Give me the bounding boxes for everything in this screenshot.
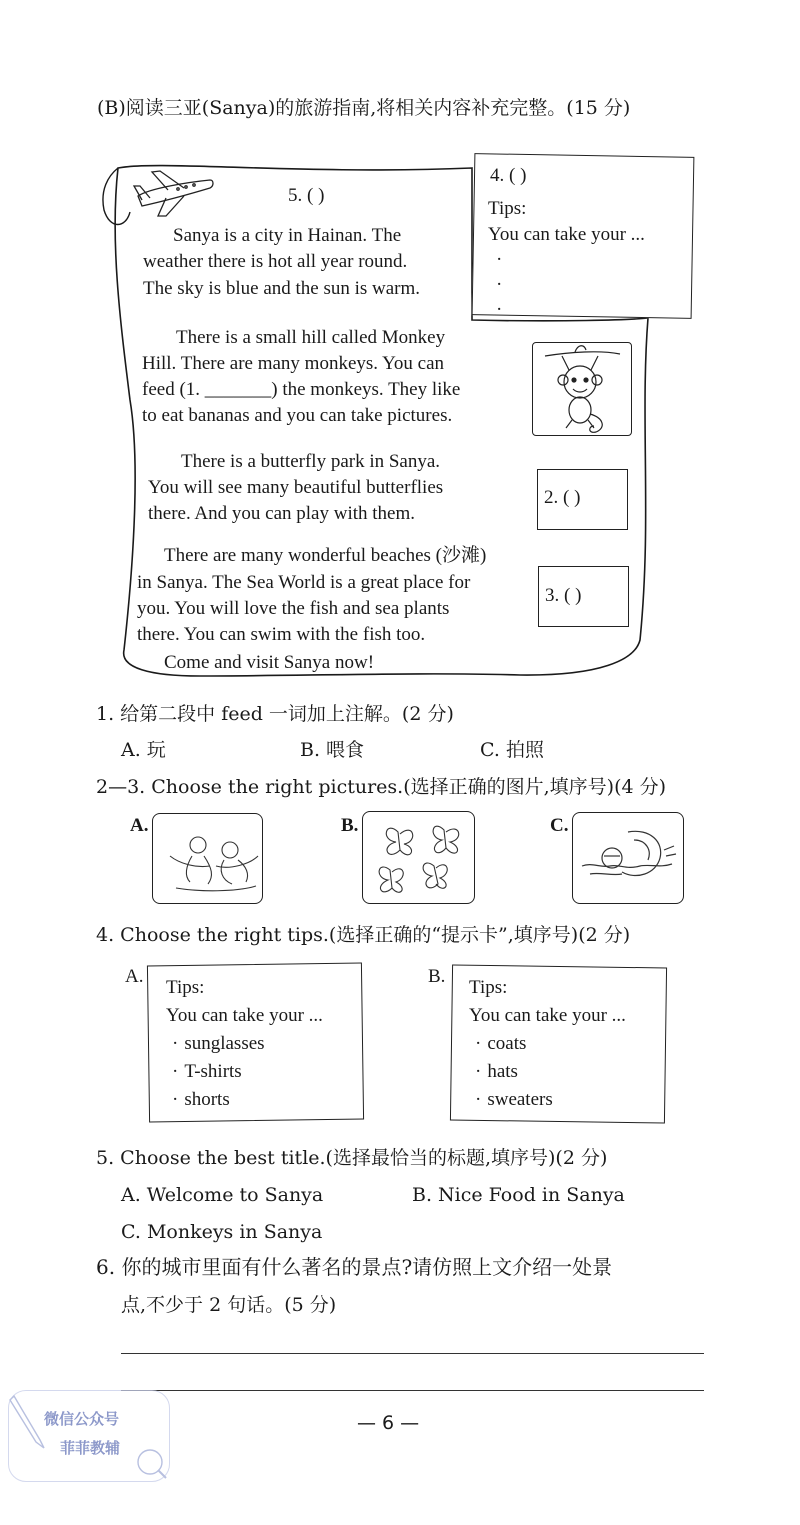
tips-bullet: · xyxy=(496,274,503,295)
monkey-picture-frame xyxy=(532,342,632,436)
q4-card-b-item: · sweaters xyxy=(475,1087,553,1113)
para2-line2: Hill. There are many monkeys. You can xyxy=(142,353,445,374)
para2-line1: There is a small hill called Monkey xyxy=(176,327,446,348)
para3-line1: There is a butterfly park in Sanya. xyxy=(181,451,441,472)
para3-line2: You will see many beautiful butterflies xyxy=(148,477,444,498)
blank2-answer[interactable]: 2. ( ) xyxy=(544,487,581,508)
tips-bullet: · xyxy=(496,299,503,320)
q5-stem: 5. Choose the best title.(选择最恰当的标题,填序号)(2 分) xyxy=(96,1147,608,1169)
para3-line3: there. And you can play with them. xyxy=(148,503,415,524)
q23-label-a: A. xyxy=(130,815,149,836)
answer-line[interactable] xyxy=(121,1390,704,1391)
q23-label-b: B. xyxy=(341,815,359,836)
q1-option-b[interactable]: B. 喂食 xyxy=(300,739,365,761)
para4-line4: there. You can swim with the fish too. xyxy=(137,624,426,645)
q4-card-b-item: · coats xyxy=(475,1031,526,1057)
para2-line3-with-blank: feed (1. _______) the monkeys. They like xyxy=(142,379,461,400)
tips-bullet: · xyxy=(496,249,503,270)
q4-card-a-title: Tips: xyxy=(166,977,205,998)
q6-stem-line2: 点,不少于 2 句话。(5 分) xyxy=(121,1294,337,1316)
q4-card-a-item: · sunglasses xyxy=(172,1031,265,1057)
para1-line3: The sky is blue and the sun is warm. xyxy=(143,278,421,299)
airplane-icon xyxy=(134,171,213,216)
q1-option-a[interactable]: A. 玩 xyxy=(121,739,166,761)
q23-stem: 2—3. Choose the right pictures.(选择正确的图片,填序号)(4 分) xyxy=(96,776,667,798)
title-answer-blank[interactable]: 5. ( ) xyxy=(288,185,325,206)
q4-card-a-item: · shorts xyxy=(172,1087,230,1113)
watermark-line2: 菲菲教辅 xyxy=(60,1439,121,1457)
guide-closing: Come and visit Sanya now! xyxy=(164,652,375,673)
q23-picture-c[interactable] xyxy=(572,812,684,904)
para4-line3: you. You will love the fish and sea plants xyxy=(137,598,450,619)
q4-stem: 4. Choose the right tips.(选择正确的“提示卡”,填序号)(2 分) xyxy=(96,924,631,946)
q6-stem-line1: 6. 你的城市里面有什么著名的景点?请仿照上文介绍一处景 xyxy=(96,1255,613,1279)
q1-stem: 1. 给第二段中 feed 一词加上注解。(2 分) xyxy=(96,703,454,725)
q4-card-a-label: A. xyxy=(125,966,144,987)
watermark-line1: 微信公众号 xyxy=(44,1410,120,1428)
tips-answer-blank[interactable]: 4. ( ) xyxy=(490,165,527,186)
q4-card-a-line: You can take your ... xyxy=(166,1005,323,1026)
page-number: — 6 — xyxy=(357,1412,420,1434)
q5-option-a[interactable]: A. Welcome to Sanya xyxy=(121,1184,324,1206)
tips-card-line: You can take your ... xyxy=(488,224,645,245)
q1-option-c[interactable]: C. 拍照 xyxy=(480,739,544,761)
blank3-answer[interactable]: 3. ( ) xyxy=(545,585,582,606)
para1-line1: Sanya is a city in Hainan. The xyxy=(173,225,402,246)
q23-picture-b[interactable] xyxy=(362,811,475,904)
q5-option-c[interactable]: C. Monkeys in Sanya xyxy=(121,1221,323,1243)
q4-card-a-item: · T-shirts xyxy=(172,1059,242,1085)
para4-line1: There are many wonderful beaches (沙滩) xyxy=(164,545,487,566)
para2-line4: to eat bananas and you can take pictures. xyxy=(142,405,453,426)
q23-picture-a[interactable] xyxy=(152,813,263,904)
watermark-badge xyxy=(8,1390,170,1482)
q23-label-c: C. xyxy=(550,815,569,836)
q4-card-b-label: B. xyxy=(428,966,446,987)
section-b-heading: (B)阅读三亚(Sanya)的旅游指南,将相关内容补充完整。(15 分) xyxy=(97,97,631,119)
q4-card-b-item: · hats xyxy=(475,1059,518,1085)
q5-option-b[interactable]: B. Nice Food in Sanya xyxy=(412,1184,625,1206)
tips-card-title: Tips: xyxy=(488,198,527,219)
answer-line[interactable] xyxy=(121,1353,704,1354)
q4-card-b-title: Tips: xyxy=(469,977,508,998)
para1-line2: weather there is hot all year round. xyxy=(143,251,408,272)
para4-line2: in Sanya. The Sea World is a great place for xyxy=(137,572,471,593)
q4-card-b-line: You can take your ... xyxy=(469,1005,626,1026)
